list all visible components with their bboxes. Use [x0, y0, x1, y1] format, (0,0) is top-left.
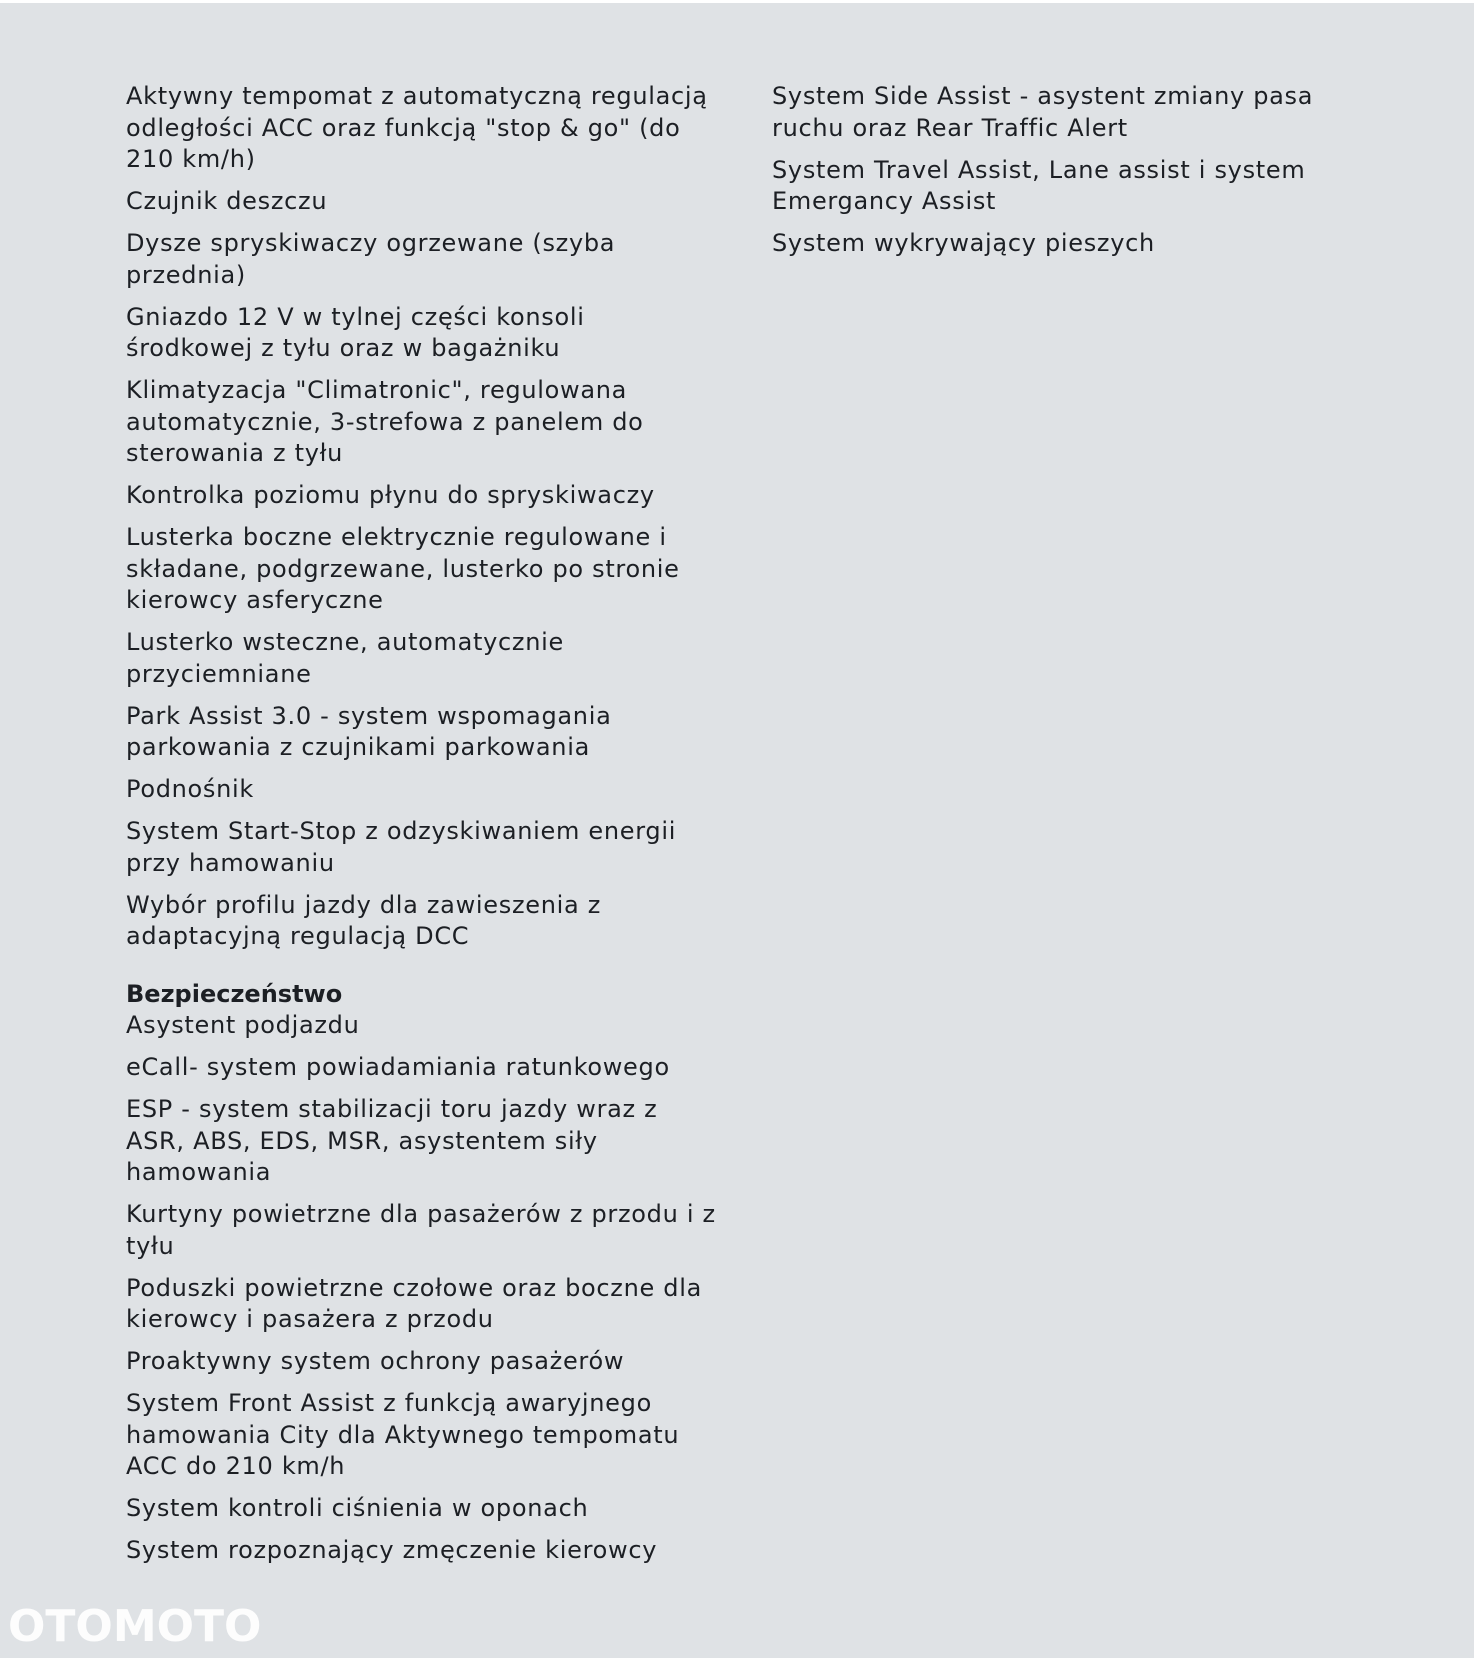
- list-item: System kontroli ciśnienia w oponach: [126, 1494, 589, 1522]
- list-item: System Side Assist - asystent zmiany pasa ruchu oraz Rear Traffic Alert: [772, 82, 1314, 142]
- list-item: ESP - system stabilizacji toru jazdy wraz z ASR, ABS, EDS, MSR, asystentem siły hamowania: [126, 1095, 658, 1186]
- list-item: Podnośnik: [126, 775, 255, 803]
- equipment-list-right: [772, 81, 1372, 270]
- list-item: Lusterka boczne elektrycznie regulowane i składane, podgrzewane, lusterko po stronie kierowcy asferyczne: [126, 523, 680, 614]
- list-item: Czujnik deszczu: [126, 187, 328, 215]
- otomoto-watermark-logo: OTOMOTO: [8, 1601, 262, 1652]
- list-item: Aktywny tempomat z automatyczną regulacją odległości ACC oraz funkcją "stop & go" (do 210 km/h): [126, 82, 708, 173]
- list-item: Park Assist 3.0 - system wspomagania parkowania z czujnikami parkowania: [126, 701, 612, 761]
- list-item: Wybór profilu jazdy dla zawieszenia z adaptacyjną regulacją DCC: [126, 890, 602, 950]
- list-item: Dysze spryskiwaczy ogrzewane (szyba przednia): [126, 229, 616, 289]
- list-item: System Start-Stop z odzyskiwaniem energii przy hamowaniu: [126, 817, 677, 877]
- list-item: Klimatyzacja "Climatronic", regulowana automatycznie, 3-strefowa z panelem do sterowania z tyłu: [126, 376, 644, 467]
- list-item: System Travel Assist, Lane assist i system Emergancy Assist: [772, 155, 1306, 215]
- list-item: System Front Assist z funkcją awaryjnego hamowania City dla Aktywnego tempomatu ACC do 210 km/h: [126, 1389, 680, 1480]
- list-item: eCall- system powiadamiania ratunkowego: [126, 1053, 670, 1081]
- list-item: Kurtyny powietrzne dla pasażerów z przodu i z tyłu: [126, 1200, 716, 1260]
- list-item: Kontrolka poziomu płynu do spryskiwaczy: [126, 481, 655, 509]
- list-item: Lusterko wsteczne, automatycznie przyciemniane: [126, 628, 564, 688]
- section-heading-safety: Bezpieczeństwo: [126, 979, 343, 1008]
- list-item: System wykrywający pieszych: [772, 229, 1155, 257]
- list-item: Poduszki powietrzne czołowe oraz boczne dla kierowcy i pasażera z przodu: [126, 1273, 703, 1333]
- list-item: Asystent podjazdu: [126, 1011, 360, 1039]
- list-item: Gniazdo 12 V w tylnej części konsoli środkowej z tyłu oraz w bagażniku: [126, 302, 585, 362]
- list-item: System rozpoznający zmęczenie kierowcy: [126, 1536, 658, 1564]
- document-page: [0, 3, 1474, 1658]
- equipment-list-left: [126, 81, 716, 1577]
- list-item: Proaktywny system ochrony pasażerów: [126, 1347, 625, 1375]
